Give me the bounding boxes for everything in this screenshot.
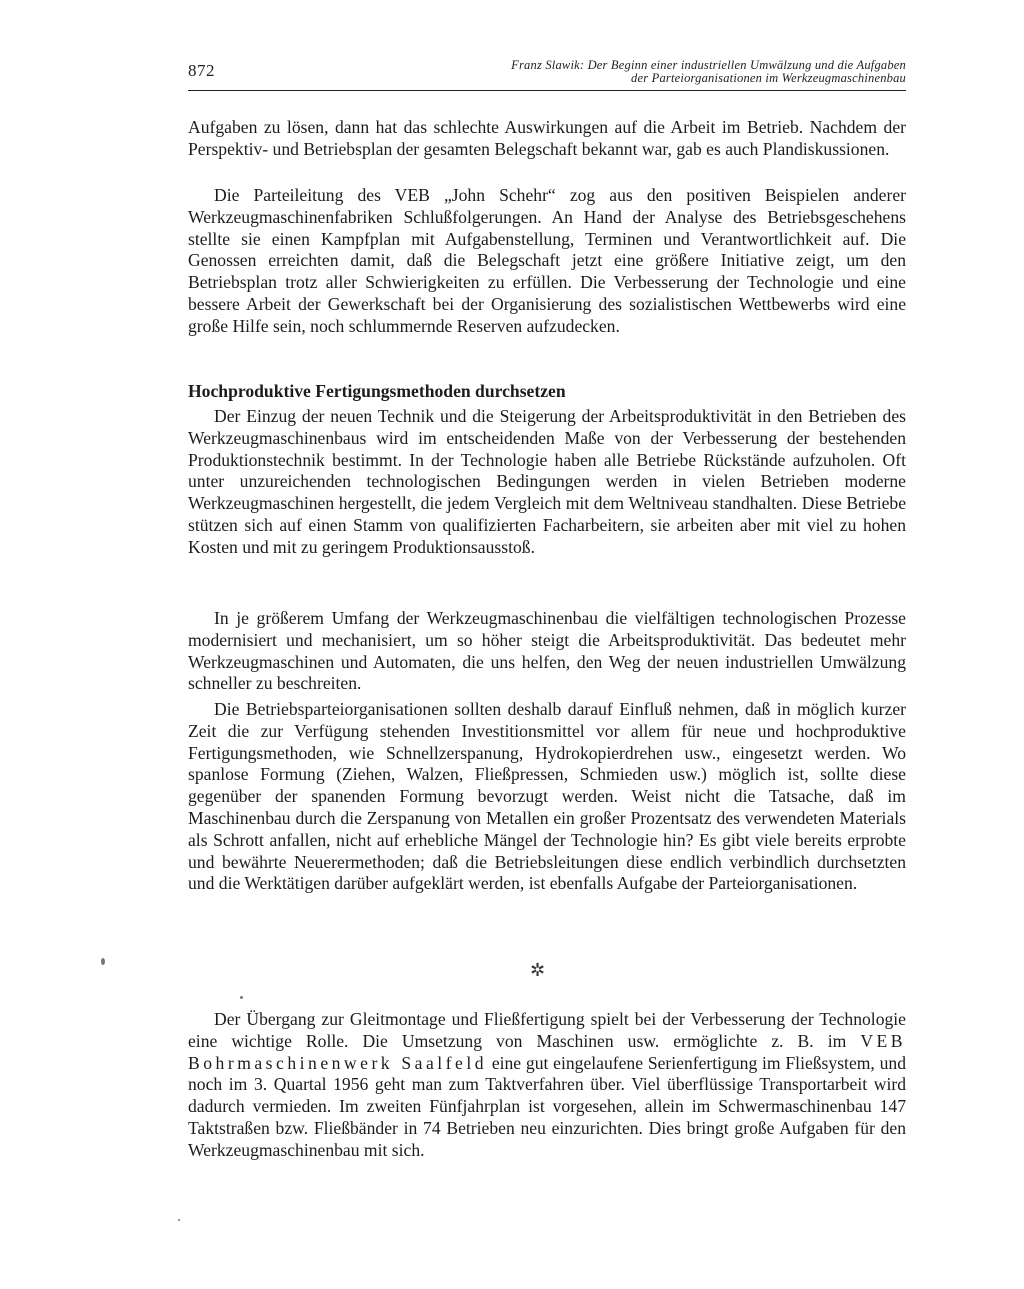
paragraph-5: Die Betriebsparteiorganisationen sollten deshalb darauf Einfluß nehmen, daß in möglich kurzer Zeit die zur Verfügung stehenden Investitionsmittel vor allem für neue und hochproduktive Fertigungsmethoden, wie Schnellzerspanung, Hydrokopierdrehen usw., eingesetzt werden. Wo spanlose Formung (Ziehen, Walzen, Fließpressen, Schmieden usw.) möglich ist, sollte diese gegenüber der spanenden Formung bevorzugt werden. Weist nicht die Tatsache, daß im Maschinenbau durch die Zerspanung von Metallen ein großer Prozentsatz des verwendeten Materials als Schrott anfallen, nicht auf erhebliche Mängel der Technologie hin? Es gibt viele bereits erprobte und bewährte Neuerermethoden; daß die Betriebsleitungen diese endlich verbindlich durchsetzten und die Werktätigen darüber aufgeklärt werden, ist ebenfalls Aufgabe der Parteiorganisationen. xyxy=(188,699,906,894)
scan-speck xyxy=(240,996,243,999)
paragraph-1: Aufgaben zu lösen, dann hat das schlechte Auswirkungen auf die Arbeit im Betrieb. Nachdem der Perspektiv- und Betriebsplan der gesamten Belegschaft bekannt war, gab es auch Plandiskussionen. xyxy=(188,117,906,159)
page-header xyxy=(188,54,906,91)
paragraph-6-part-1: Der Übergang zur Gleitmontage und Fließfertigung spielt bei der Verbesserung der Technologie eine wichtige Rolle. Die Umsetzung von Maschinen usw. ermöglichte z. B. im xyxy=(188,1009,906,1051)
running-head-line-2: der Parteiorganisationen im Werkzeugmaschinenbau xyxy=(631,71,906,85)
scan-speck xyxy=(178,1219,180,1221)
running-head xyxy=(366,59,906,85)
paragraph-6-part-2: eine gut eingelaufene Serienfertigung im Fließsystem, und noch im 3. Quartal 1956 geht man zum Taktverfahren über. Viel überflüssige Transportarbeit wird dadurch vermieden. Im zweiten Fünfjahrplan ist vorgesehen, allein im Schwermaschinenbau 147 Taktstraßen bzw. Fließbänder in 74 Betrieben neu einzurichten. Dies bringt große Aufgaben für den Werkzeugmaschinenbau mit sich. xyxy=(188,1052,907,1160)
section-heading: Hochproduktive Fertigungsmethoden durchsetzen xyxy=(188,381,566,401)
paragraph-2: Die Parteileitung des VEB „John Schehr“ zog aus den positiven Beispielen anderer Werkzeugmaschinenfabriken Schlußfolgerungen. An Hand der Analyse des Betriebsgeschehens stellte sie einen Kampfplan mit Aufgabenstellung, Terminen und Verantwortlichkeit auf. Die Genossen erreichten damit, daß die Belegschaft jetzt eine größere Initiative zeigt, um den Betriebsplan trotz aller Schwierigkeiten zu erfüllen. Die Verbesserung der Technologie und eine bessere Arbeit der Gewerkschaft bei der Organisierung des sozialistischen Wettbewerbs wird eine große Hilfe sein, noch schlummernde Reserven aufzudecken. xyxy=(188,185,906,336)
section-separator: ✲ xyxy=(530,960,546,980)
paragraph-3: Der Einzug der neuen Technik und die Steigerung der Arbeitsproduktivität in den Betrieben des Werkzeugmaschinenbaus wird im entscheidenden Maße von der Verbesserung der bestehenden Produktionstechnik bestimmt. In der Technologie haben alle Betriebe Rückstände aufzuholen. Oft unter unzureichenden technologischen Bedingungen werden in vielen Betrieben moderne Werkzeugmaschinen hergestellt, die jedem Vergleich mit dem Weltniveau standhalten. Diese Betriebe stützen sich auf einen Stamm von qualifizierten Facharbeitern, sie arbeiten aber mit viel zu hohen Kosten und mit zu geringem Produktionsausstoß. xyxy=(188,406,906,557)
paragraph-4: In je größerem Umfang der Werkzeugmaschinenbau die vielfältigen technologischen Prozesse modernisiert und mechanisiert, um so höher steigt die Arbeitsproduktivität. Das bedeutet mehr Werkzeugmaschinen und Automaten, die uns helfen, den Weg der neuen industriellen Umwälzung schneller zu beschreiten. xyxy=(188,608,906,694)
page-number: 872 xyxy=(188,61,215,80)
scan-speck xyxy=(101,958,105,965)
paragraph-6 xyxy=(188,1009,906,1162)
running-head-line-1: Franz Slawik: Der Beginn einer industriellen Umwälzung und die Aufgaben xyxy=(511,58,906,72)
company-name-spaced: VEB Bohrmaschinenwerk Saalfeld xyxy=(188,1030,906,1073)
